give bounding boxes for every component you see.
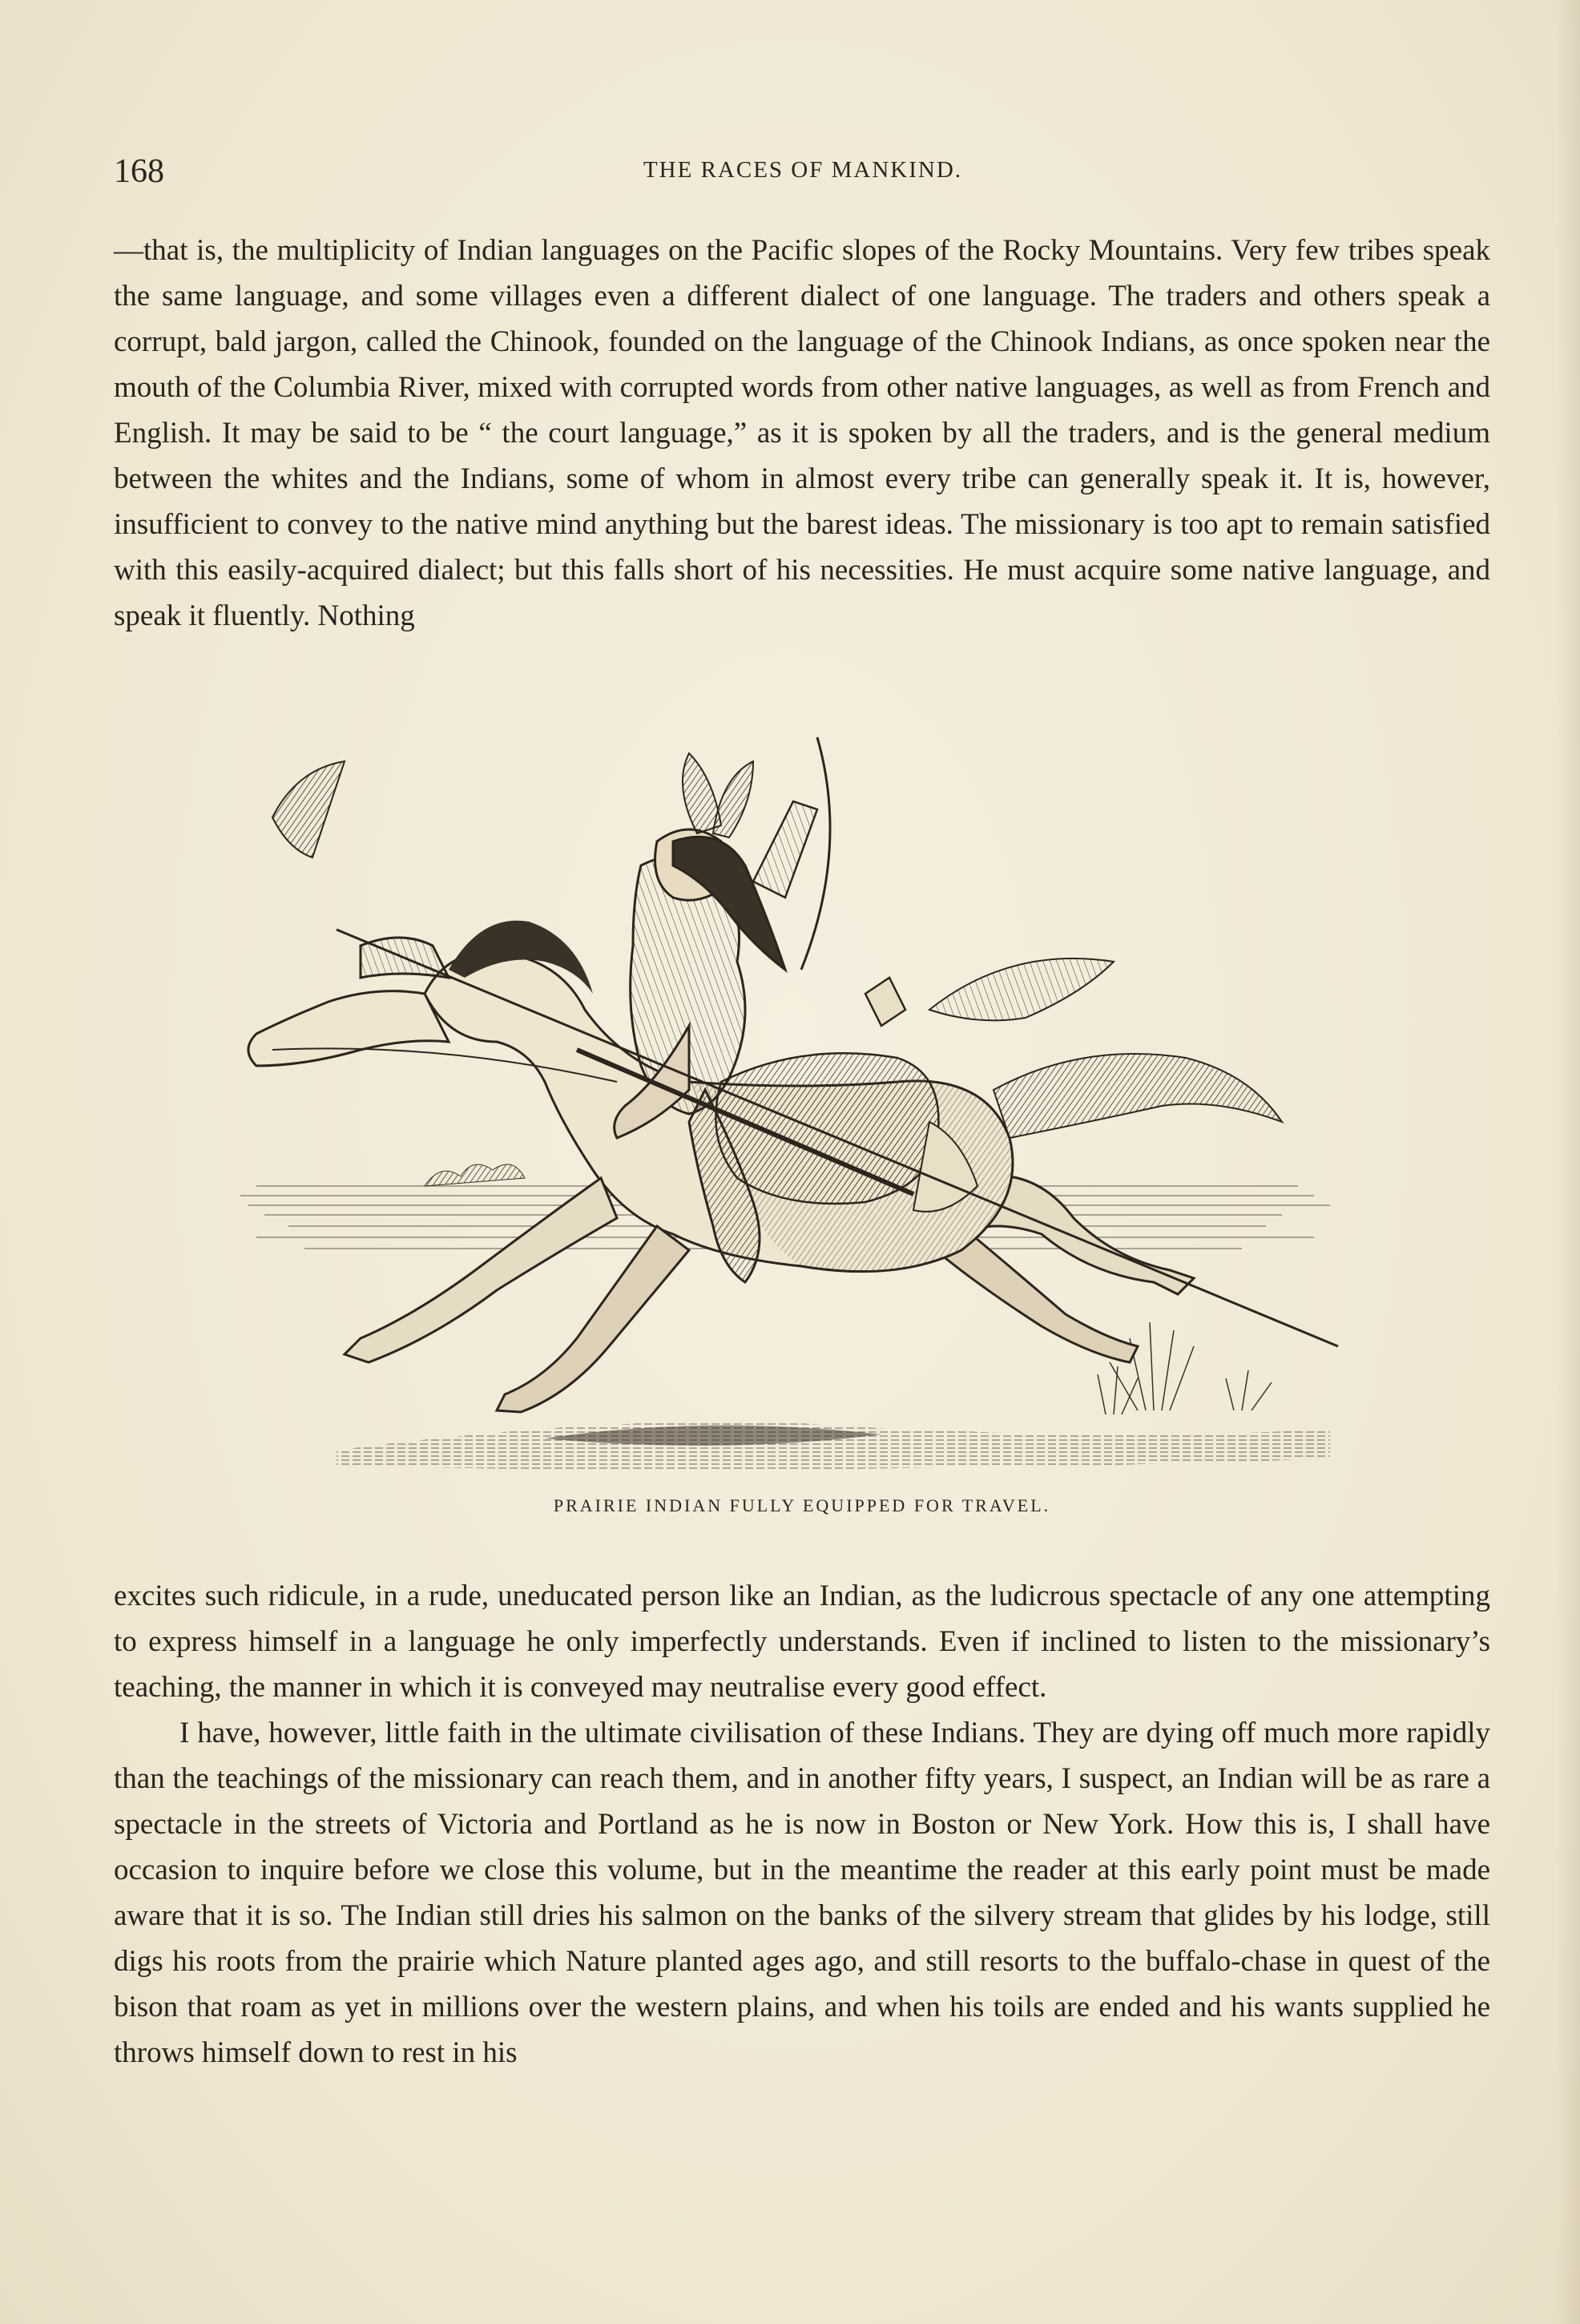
horse-rider-engraving <box>240 705 1378 1475</box>
tin-cup <box>865 978 905 1026</box>
body-text-bottom <box>114 1573 1490 2076</box>
paragraph-2: I have, however, little faith in the ultimate civilisation of these Indians. They are dying off much more rapidly than the teachings of the missionary can reach them, and in another fifty years, I suspect, an Indian will be as rare a spectacle in the streets of Victoria and Portland as he is now in Boston or New York. How this is, I shall have occasion to inquire before we close this volume, but in the meantime the reader at this early point must be made aware that it is so. The Indian still dries his salmon on the banks of the silvery stream that glides by his lodge, still digs his roots from the prairie which Nature planted ages ago, and still resorts to the buffalo-chase in quest of the bison that roam as yet in millions over the western plains, and when his toils are ended and his wants supplied he throws himself down to rest in his <box>114 1717 1490 2069</box>
engraving-illustration <box>240 705 1378 1475</box>
quiver <box>753 801 817 898</box>
feather-fan <box>929 958 1114 1020</box>
body-text-top <box>114 228 1490 639</box>
page-number: 168 <box>114 153 164 190</box>
paragraph-top: —that is, the multiplicity of Indian languages on the Pacific slopes of the Rocky Mountains. Very few tribes speak the same language, and some villages even a different dialect of one language. The traders and others speak a corrupt, bald jargon, called the Chinook, founded on the language of the Chinook Indians, as once spoken near the mouth of the Columbia River, mixed with corrupted words from other native languages, as well as from French and English. It may be said to be “ the court language,” as it is spoken by all the traders, and is the general medium between the whites and the Indians, some of whom in almost every tribe can generally speak it. It is, however, insufficient to convey to the native mind anything but the barest ideas. The missionary is too apt to remain satisfied with this easily-acquired dialect; but this falls short of his necessities. He must acquire some native language, and speak it fluently. Nothing <box>114 234 1490 632</box>
grass-tufts <box>1098 1322 1272 1414</box>
page-header <box>114 146 1492 194</box>
running-title: THE RACES OF MANKIND. <box>643 157 963 183</box>
figure-caption: PRAIRIE INDIAN FULLY EQUIPPED FOR TRAVEL. <box>553 1495 1051 1515</box>
distant-bushes <box>425 1164 525 1186</box>
feather-headdress <box>683 753 753 837</box>
paragraph-1: excites such ridicule, in a rude, uneducated person like an Indian, as the ludicrous spectacle of any one attempting to express himself in a language he only imperfectly understands. Even if inclined to listen to the missionary’s teaching, the manner in which it is conveyed may neutralise every good effect. <box>114 1580 1490 1704</box>
ground-shadow <box>337 1422 1330 1469</box>
lance-feathers <box>272 761 345 857</box>
bow <box>801 737 830 970</box>
saddle-fur <box>715 1053 938 1204</box>
page-edge-shadow <box>1556 0 1580 2324</box>
horse-tail <box>994 1054 1282 1138</box>
